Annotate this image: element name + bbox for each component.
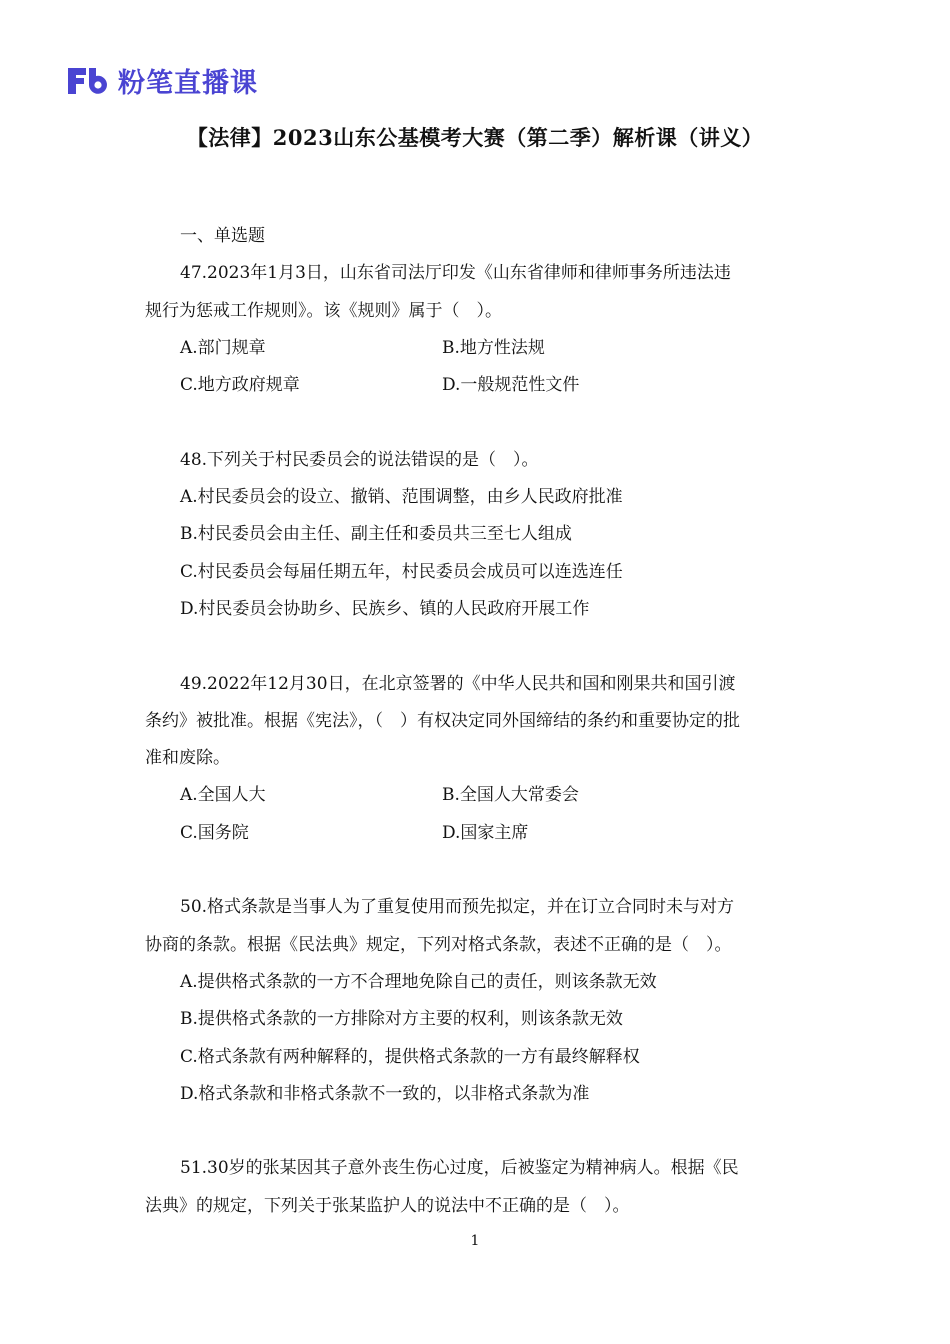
question-48 [145,442,807,628]
brand-logo [66,62,258,98]
page-number: 1 [470,1233,480,1249]
question-stem-line: 51.30岁的张某因其子意外丧生伤心过度，后被鉴定为精神病人。根据《民 [180,1158,739,1179]
question-stem-line: 48.下列关于村民委员会的说法错误的是（ ）。 [180,449,539,470]
option-c: C.村民委员会每届任期五年，村民委员会成员可以连选连任 [180,561,623,582]
question-stem-line: 协商的条款。根据《民法典》规定，下列对格式条款，表述不正确的是（ ）。 [145,934,732,955]
document-title: 【法律】2023山东公基模考大赛（第二季）解析课（讲义） [186,125,764,150]
option-row [145,777,807,814]
option-b: B.地方性法规 [442,337,545,358]
brand-name: 粉笔直播课 [118,67,258,99]
spacer [145,404,807,441]
option-d: D.国家主席 [442,822,529,843]
option-row [145,815,807,852]
spacer [145,1113,807,1150]
section-heading: 一、单选题 [180,226,265,246]
spacer [145,852,807,889]
question-stem-line: 47.2023年1月3日，山东省司法厅印发《山东省律师和律师事务所违法违 [180,263,731,284]
question-49 [145,666,807,852]
question-stem-line: 49.2022年12月30日，在北京签署的《中华人民共和国和刚果共和国引渡 [180,673,736,694]
question-51 [145,1150,807,1225]
option-a: A.村民委员会的设立、撤销、范围调整，由乡人民政府批准 [180,487,623,508]
question-stem-line: 50.格式条款是当事人为了重复使用而预先拟定，并在订立合同时未与对方 [180,897,735,918]
question-47 [145,255,807,404]
question-stem-line: 准和废除。 [145,748,230,769]
option-d: D.格式条款和非格式条款不一致的，以非格式条款为准 [180,1083,590,1104]
option-row [145,330,807,367]
option-d: D.村民委员会协助乡、民族乡、镇的人民政府开展工作 [180,598,590,619]
option-a: A.全国人大 [180,785,266,806]
option-a: A.部门规章 [180,337,266,358]
option-b: B.全国人大常委会 [442,785,579,806]
question-stem-line: 法典》的规定，下列关于张某监护人的说法中不正确的是（ ）。 [145,1195,630,1216]
question-stem-line: 规行为惩戒工作规则》。该《规则》属于（ ）。 [145,300,502,321]
option-row [145,367,807,404]
document-body [145,218,807,1225]
spacer [145,628,807,665]
option-d: D.一般规范性文件 [442,375,580,396]
question-stem-line: 条约》被批准。根据《宪法》，（ ）有权决定同外国缔结的条约和重要协定的批 [145,710,740,731]
option-b: B.提供格式条款的一方排除对方主要的权利，则该条款无效 [180,1009,623,1030]
question-50 [145,889,807,1113]
option-a: A.提供格式条款的一方不合理地免除自己的责任，则该条款无效 [180,971,657,992]
option-c: C.格式条款有两种解释的，提供格式条款的一方有最终解释权 [180,1046,640,1067]
fenbi-logo-icon [66,64,112,96]
option-c: C.地方政府规章 [180,375,300,396]
option-c: C.国务院 [180,822,249,843]
option-b: B.村民委员会由主任、副主任和委员共三至七人组成 [180,524,572,545]
